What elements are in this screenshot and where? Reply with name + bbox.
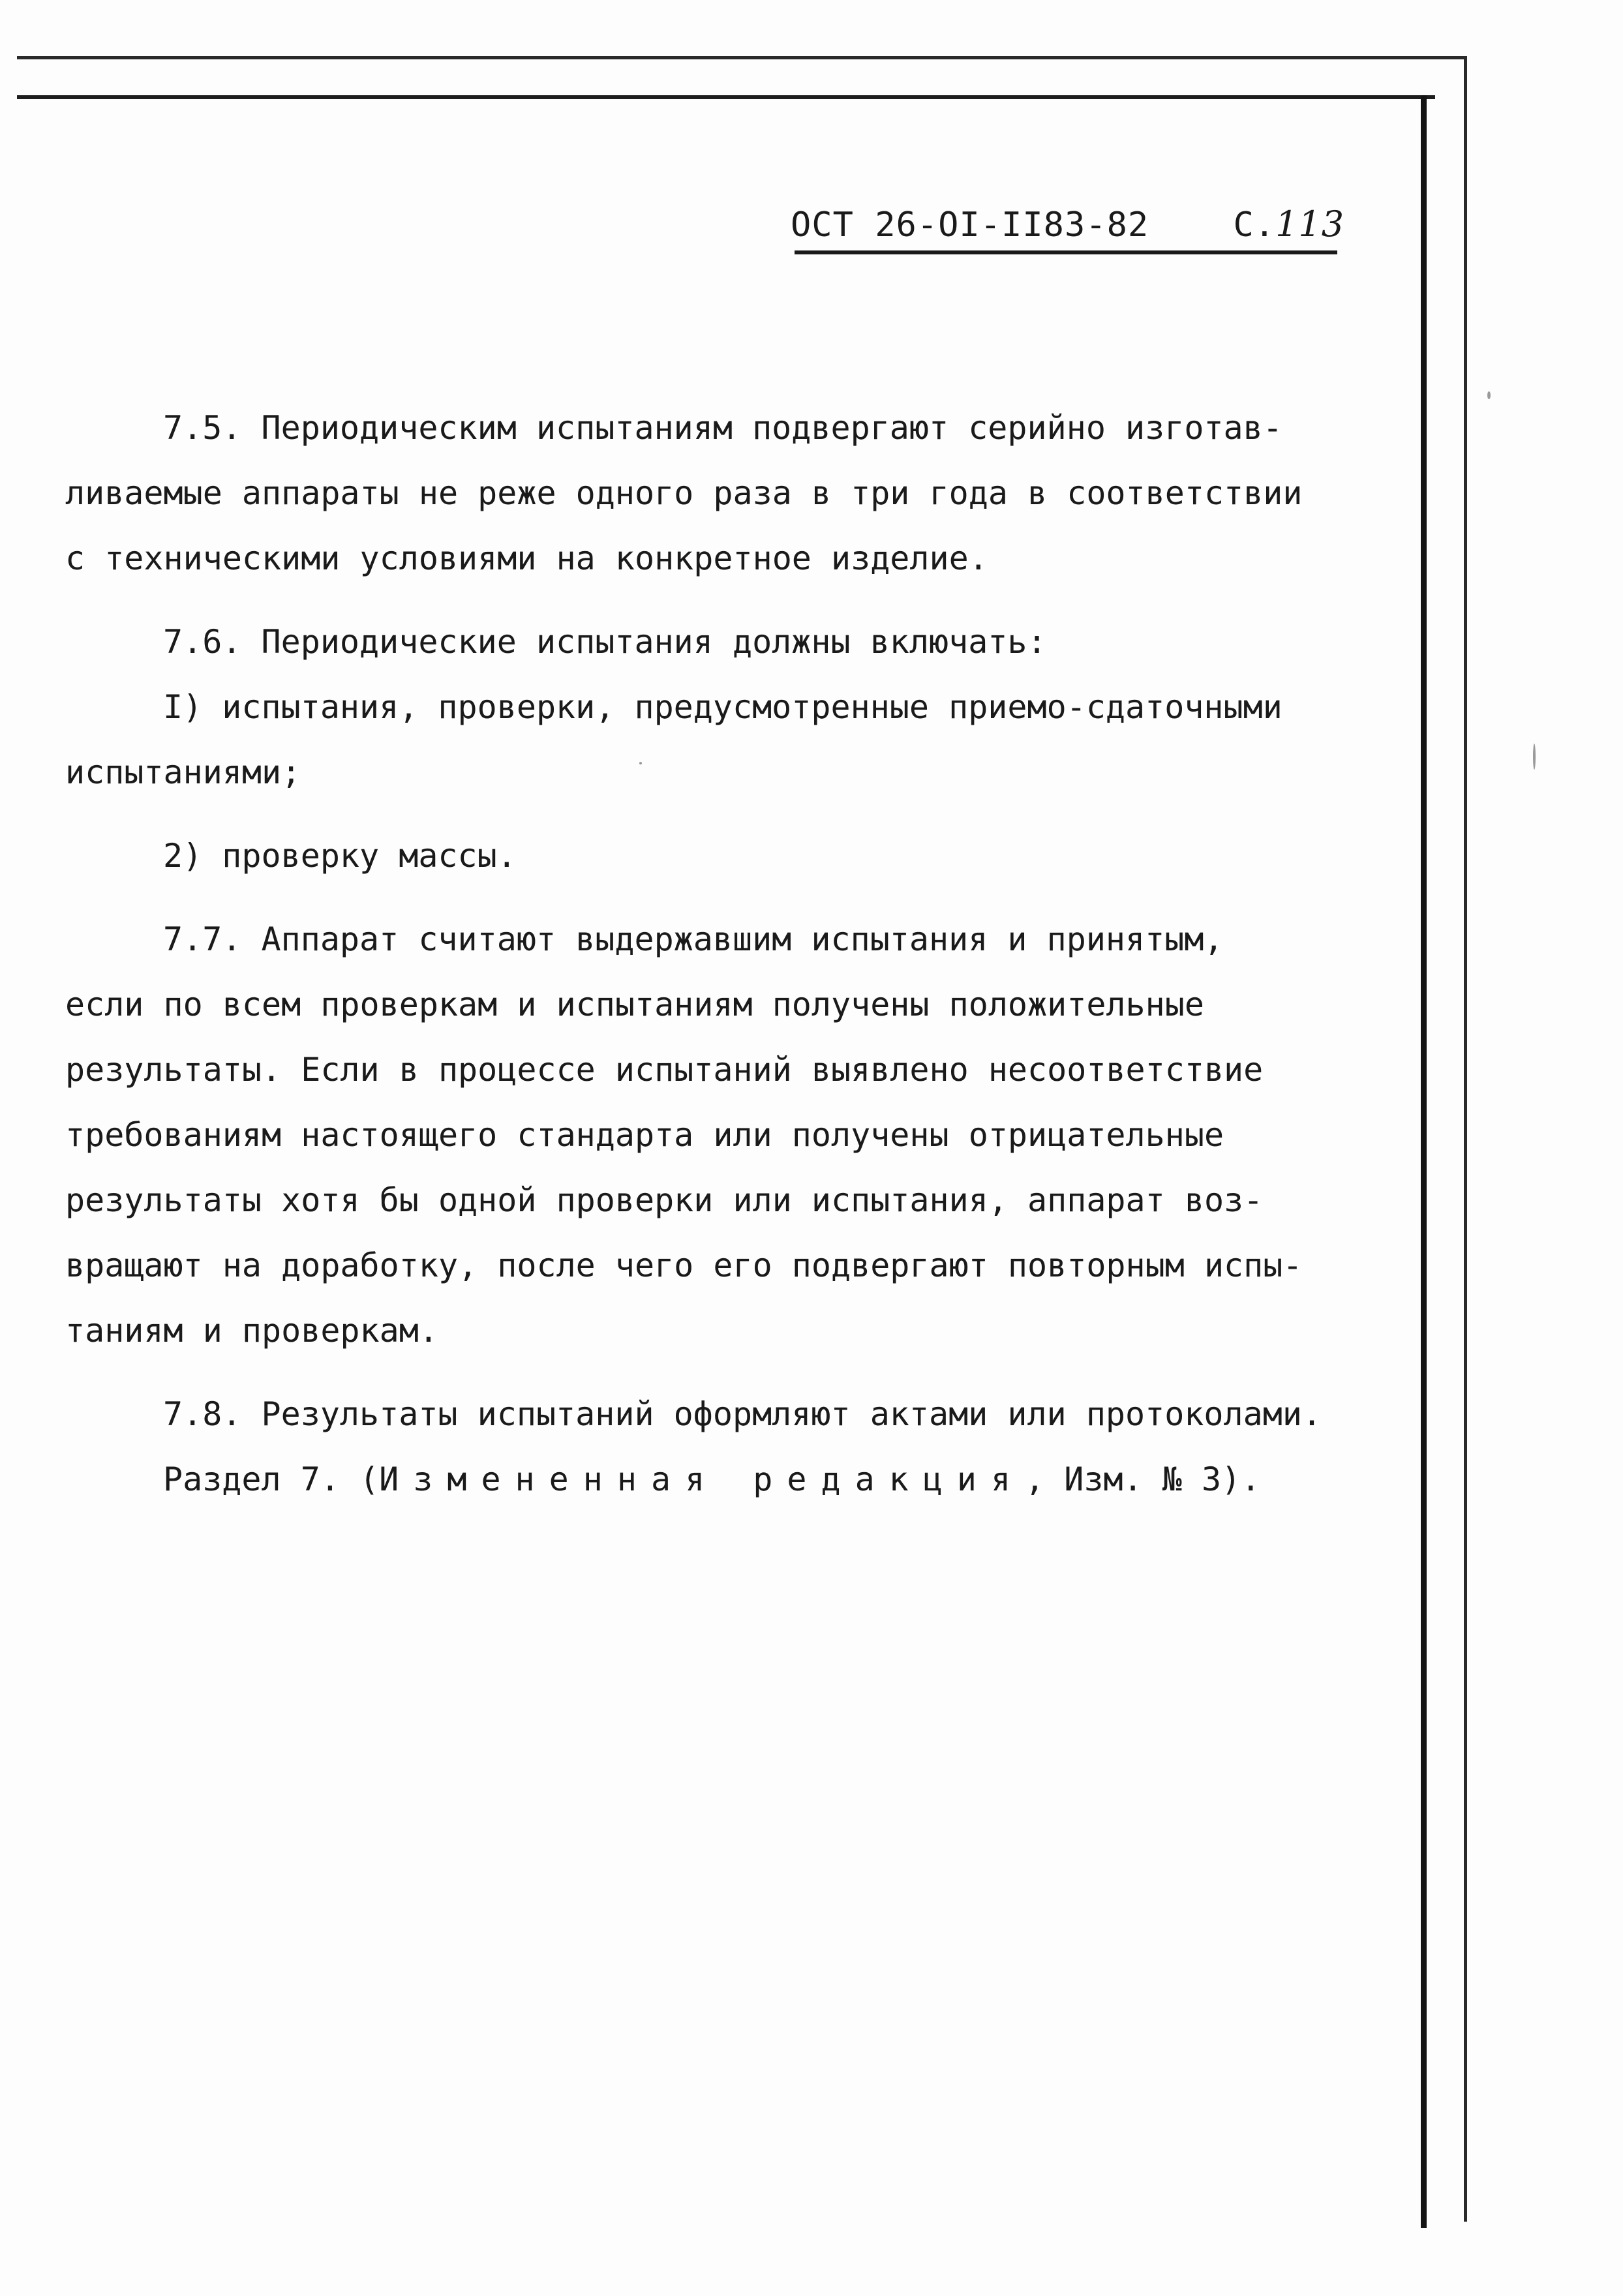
paragraph-line: вращают на доработку, после чего его подвергают повторным испы- — [65, 1246, 1303, 1284]
paragraph-line: 7.7. Аппарат считают выдержавшим испытания и принятым, — [163, 920, 1224, 958]
paragraph-line: с техническими условиями на конкретное изделие. — [65, 539, 988, 577]
paragraph-line: требованиям настоящего стандарта или получены отрицательные — [65, 1116, 1224, 1154]
revision-note-spaced-text: Измененная редакция — [379, 1460, 1025, 1498]
header-underline — [795, 250, 1337, 254]
paragraph-line: результаты хотя бы одной проверки или испытания, аппарат воз- — [65, 1181, 1264, 1219]
paragraph-line: результаты. Если в процессе испытаний выявлено несоответствие — [65, 1051, 1264, 1089]
page-label: С. — [1233, 205, 1276, 245]
revision-note-prefix: Раздел 7. ( — [163, 1460, 380, 1498]
document-body — [65, 395, 1409, 1512]
revision-note-suffix: , Изм. № 3). — [1025, 1460, 1261, 1498]
paragraph-line: таниям и проверкам. — [65, 1312, 438, 1350]
list-item: I) испытания, проверки, предусмотренные приемо-сдаточными — [163, 688, 1282, 726]
scan-speck — [1533, 744, 1536, 770]
frame-right-outer-line — [1464, 56, 1467, 2222]
frame-top-outer-line — [17, 56, 1466, 59]
paragraph-line: 7.8. Результаты испытаний оформляют актами или протоколами. — [163, 1395, 1322, 1433]
paragraph-line: ливаемые аппараты не реже одного раза в три года в соответствии — [65, 474, 1303, 512]
scan-speck — [1487, 391, 1491, 399]
frame-top-inner-line — [17, 95, 1435, 99]
page-number: 113 — [1275, 204, 1345, 245]
paragraph-line: 7.5. Периодическим испытаниям подвергают серийно изготав- — [163, 409, 1282, 447]
frame-right-inner-line — [1421, 95, 1427, 2228]
paragraph-line: 7.6. Периодические испытания должны включать: — [163, 623, 1047, 661]
list-item: 2) проверку массы. — [163, 837, 517, 875]
revision-note — [65, 1447, 1409, 1512]
paragraph-line: если по всем проверкам и испытаниям получены положительные — [65, 986, 1204, 1023]
list-item-continuation: испытаниями; — [65, 753, 301, 791]
document-header — [791, 204, 1345, 245]
document-code: ОСТ 26-OI-II83-82 — [791, 205, 1149, 245]
